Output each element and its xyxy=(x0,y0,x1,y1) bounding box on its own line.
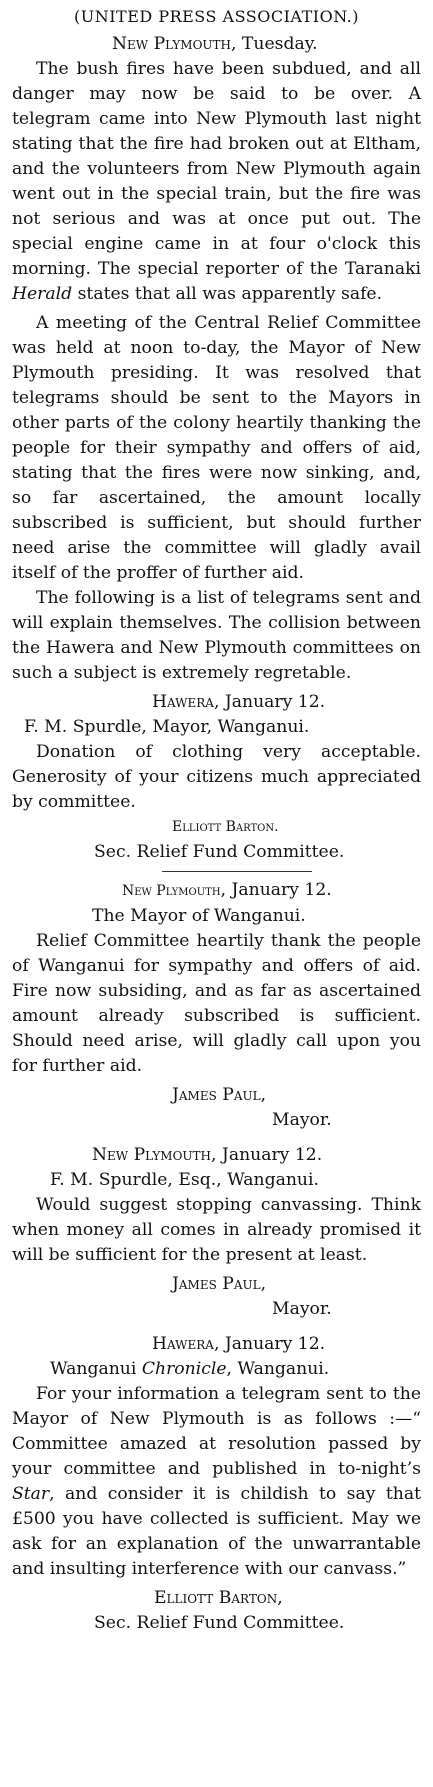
telegram-2-recipient: The Mayor of Wanganui. xyxy=(92,906,306,926)
telegram-4-recipient-post: , Wanganui. xyxy=(226,1359,330,1379)
telegram-2-place: New Plymouth xyxy=(122,883,221,899)
telegram-4-body-pre: For your information a telegram sent to the Mayor of New Plymouth is as follows :—“ Committee amazed at resolution passed by your committee and published in to-night’s xyxy=(12,1384,421,1479)
telegram-4-body-post: , and consider it is childish to say that £500 you have collected is sufficient. May we ask for an explanation of the unwarrantable and insulting interference with our canvass.” xyxy=(12,1484,421,1579)
paragraph-fires xyxy=(12,57,421,307)
dateline-place: New Plymouth xyxy=(112,34,231,54)
telegram-1-date: , January 12. xyxy=(213,692,326,712)
telegram-1-body: Donation of clothing very acceptable. Generosity of your citizens much appreciated by committee. xyxy=(12,742,421,812)
paragraph-fires-tail: states that all was apparently safe. xyxy=(72,284,383,304)
star-title: Star xyxy=(12,1484,50,1504)
telegram-1-place: Hawera xyxy=(152,692,214,712)
telegram-4-body xyxy=(12,1382,421,1582)
telegram-3-body: Would suggest stopping canvassing. Think when money all comes in already promised it will be sufficient for the present at least. xyxy=(12,1195,421,1265)
divider-rule xyxy=(162,871,312,872)
dateline xyxy=(12,32,421,57)
paragraph-telegrams: The following is a list of telegrams sent and will explain themselves. The collision between the Hawera and New Plymouth committees on such a subject is extremely regretable. xyxy=(12,588,421,683)
telegram-3-signature-title: Mayor. xyxy=(272,1299,332,1319)
telegram-1-signature-title: Sec. Relief Fund Committee. xyxy=(94,842,345,862)
telegram-1-signature-name: Elliott Barton. xyxy=(172,819,279,835)
telegram-3-dateline xyxy=(12,1143,421,1168)
herald-title: Herald xyxy=(12,284,73,304)
telegram-2-date: , January 12. xyxy=(220,880,332,900)
telegram-3-recipient: F. M. Spurdle, Esq., Wanganui. xyxy=(50,1170,319,1190)
paragraph-meeting: A meeting of the Central Relief Committee was held at noon to-day, the Mayor of New Plymouth presiding. It was resolved that telegrams should be sent to the Mayors in other parts of the colony heartily thanking the people for their sympathy and offers of aid, stating that the fires were now sinking, and, so far ascertained, the amount locally subscribed is sufficient, but should further need arise the committee will gladly avail itself of the proffer of further aid. xyxy=(12,313,421,583)
telegram-4-signature-name: Elliott Barton, xyxy=(154,1588,283,1608)
telegram-3-place: New Plymouth xyxy=(92,1145,211,1165)
agency-heading: (UNITED PRESS ASSOCIATION.) xyxy=(74,7,359,26)
telegram-2-signature-name: James Paul, xyxy=(172,1085,267,1105)
paragraph-fires-text: The bush fires have been subdued, and all danger may now be said to be over. A telegram came into New Plymouth last night stating that the fire had broken out at Eltham, and the volunteers from New Plymouth again went out in the special train, but the fire was not serious and was at once put out. The special engine came in at four o'clock this morning. The special reporter of the Taranaki xyxy=(12,59,421,279)
dateline-day: , Tuesday. xyxy=(231,34,318,54)
telegram-2-body: Relief Committee heartily thank the people of Wanganui for sympathy and offers of aid. Fire now subsiding, and as far as ascertained amount already subscribed is sufficient. Should need arise, will gladly call upon you for further aid. xyxy=(12,931,421,1076)
telegram-3-signature-name: James Paul, xyxy=(172,1274,267,1294)
chronicle-title: Chronicle xyxy=(141,1359,227,1379)
telegram-2-signature-title: Mayor. xyxy=(272,1110,332,1130)
telegram-4-place: Hawera xyxy=(152,1334,214,1354)
telegram-3-date: , January 12. xyxy=(211,1145,323,1165)
telegram-4-recipient-pre: Wanganui xyxy=(50,1359,142,1379)
telegram-4-date: , January 12. xyxy=(213,1334,326,1354)
telegram-4-signature-title: Sec. Relief Fund Committee. xyxy=(94,1613,345,1633)
telegram-1-recipient: F. M. Spurdle, Mayor, Wanganui. xyxy=(24,717,310,737)
telegram-1-dateline xyxy=(12,690,421,715)
telegram-4-dateline xyxy=(12,1332,421,1357)
telegram-4-recipient xyxy=(12,1357,421,1382)
telegram-2-dateline xyxy=(12,878,421,904)
